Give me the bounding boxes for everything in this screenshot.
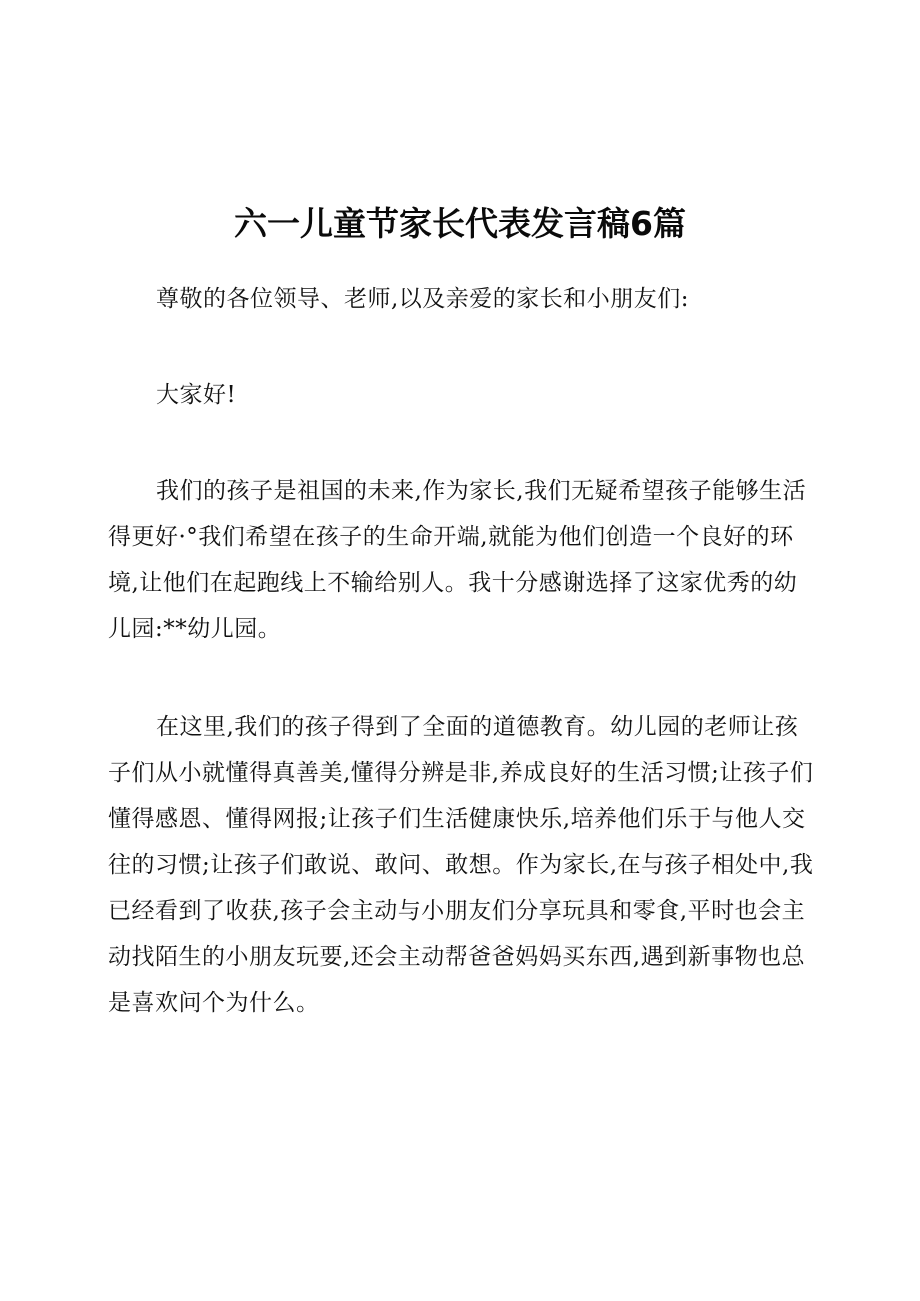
document-title: 六一儿童节家长代表发言稿6篇 <box>234 204 686 244</box>
body-paragraph-1: 我们的孩子是祖国的未来,作为家长,我们无疑希望孩子能够生活得更好·°我们希望在孩子的生命开端,就能为他们创造一个良好的环境,让他们在起跑线上不输给别人。我十分感谢选择了这家优秀的幼儿园:**幼儿园。 <box>108 478 807 642</box>
body-paragraph-2: 在这里,我们的孩子得到了全面的道德教育。幼儿园的老师让孩子们从小就懂得真善美,懂得分辨是非,养成良好的生活习惯;让孩子们懂得感恩、懂得网报;让孩子们生活健康快乐,培养他们乐于与他人交往的习惯;让孩子们敢说、敢问、敢想。作为家长,在与孩子相处中,我已经看到了收获,孩子会主动与小朋友们分享玩具和零食,平时也会主动找陌生的小朋友玩要,还会主动帮爸爸妈妈买东西,遇到新事物也总是喜欢问个为什么。 <box>108 714 814 1016</box>
salutation-paragraph: 尊敬的各位领导、老师,以及亲爱的家长和小朋友们: <box>156 286 690 312</box>
greeting-paragraph: 大家好! <box>156 382 237 408</box>
